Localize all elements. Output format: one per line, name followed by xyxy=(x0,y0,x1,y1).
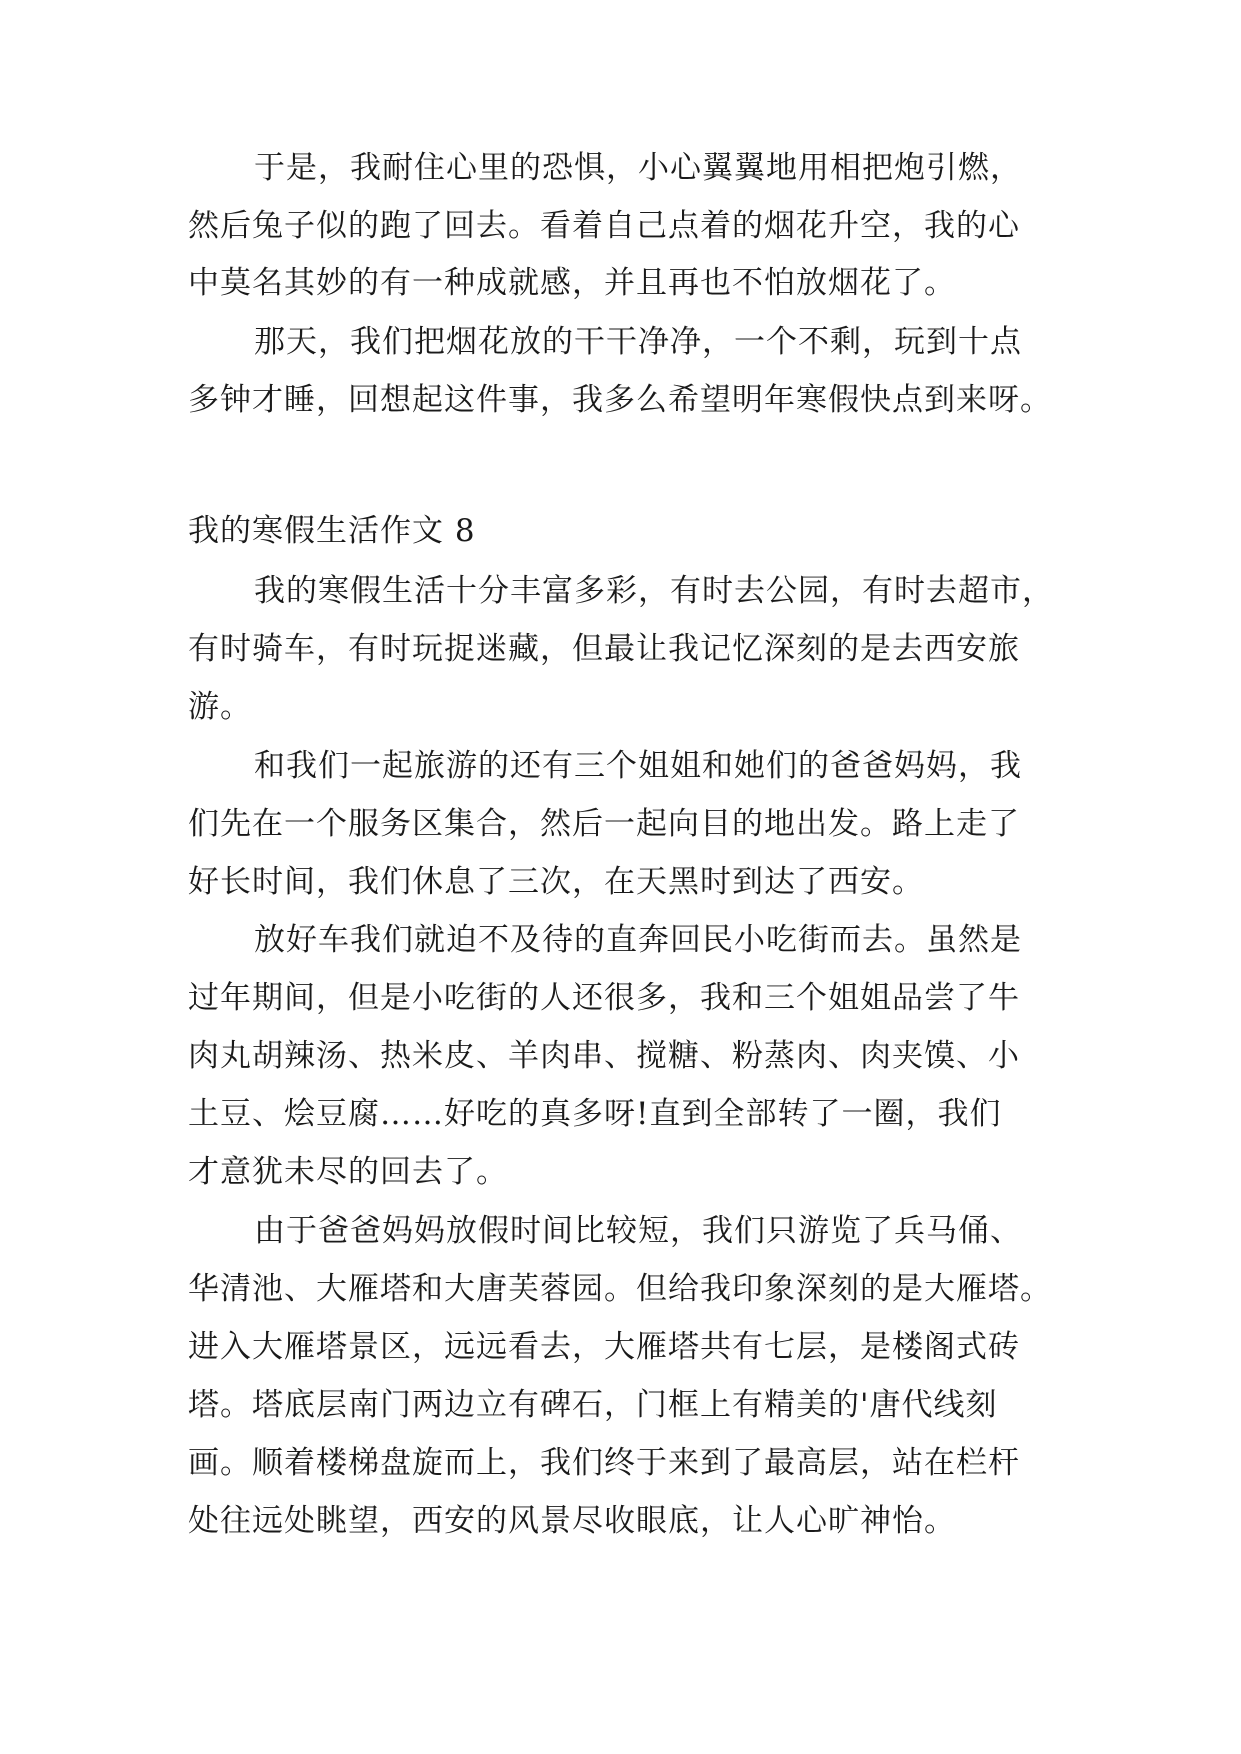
text-line: 画。顺着楼梯盘旋而上，我们终于来到了最高层，站在栏杆 xyxy=(188,1445,1020,1481)
text-line: 游。 xyxy=(188,689,252,725)
text-line: 过年期间，但是小吃街的人还很多，我和三个姐姐品尝了牛 xyxy=(188,980,1020,1016)
text-line: 那天，我们把烟花放的干干净净，一个不剩，玩到十点 xyxy=(254,324,1022,360)
text-line: 肉丸胡辣汤、热米皮、羊肉串、搅糖、粉蒸肉、肉夹馍、小 xyxy=(188,1038,1020,1074)
text-line: 然后兔子似的跑了回去。看着自己点着的烟花升空，我的心 xyxy=(188,208,1020,244)
text-line: 由于爸爸妈妈放假时间比较短，我们只游览了兵马俑、 xyxy=(254,1213,1022,1249)
text-line: 于是，我耐住心里的恐惧，小心翼翼地用相把炮引燃， xyxy=(254,150,1022,186)
text-line: 处往远处眺望，西安的风景尽收眼底，让人心旷神怡。 xyxy=(188,1503,956,1539)
section-title: 我的寒假生活作文 8 xyxy=(188,513,476,549)
text-line: 土豆、烩豆腐……好吃的真多呀!直到全部转了一圈，我们 xyxy=(188,1096,1002,1132)
text-line: 放好车我们就迫不及待的直奔回民小吃街而去。虽然是 xyxy=(254,922,1022,958)
text-line: 多钟才睡，回想起这件事，我多么希望明年寒假快点到来呀。 xyxy=(188,382,1052,418)
text-line: 塔。塔底层南门两边立有碑石，门框上有精美的'唐代线刻 xyxy=(188,1387,998,1423)
text-line: 中莫名其妙的有一种成就感，并且再也不怕放烟花了。 xyxy=(188,265,956,301)
text-line: 有时骑车，有时玩捉迷藏，但最让我记忆深刻的是去西安旅 xyxy=(188,631,1020,667)
text-line: 和我们一起旅游的还有三个姐姐和她们的爸爸妈妈，我 xyxy=(254,748,1022,784)
text-line: 进入大雁塔景区，远远看去，大雁塔共有七层，是楼阁式砖 xyxy=(188,1329,1020,1365)
text-line: 们先在一个服务区集合，然后一起向目的地出发。路上走了 xyxy=(188,806,1020,842)
text-line: 好长时间，我们休息了三次，在天黑时到达了西安。 xyxy=(188,864,924,900)
text-line: 我的寒假生活十分丰富多彩，有时去公园，有时去超市， xyxy=(254,573,1054,609)
text-line: 才意犹未尽的回去了。 xyxy=(188,1154,508,1190)
text-line: 华清池、大雁塔和大唐芙蓉园。但给我印象深刻的是大雁塔。 xyxy=(188,1271,1052,1307)
